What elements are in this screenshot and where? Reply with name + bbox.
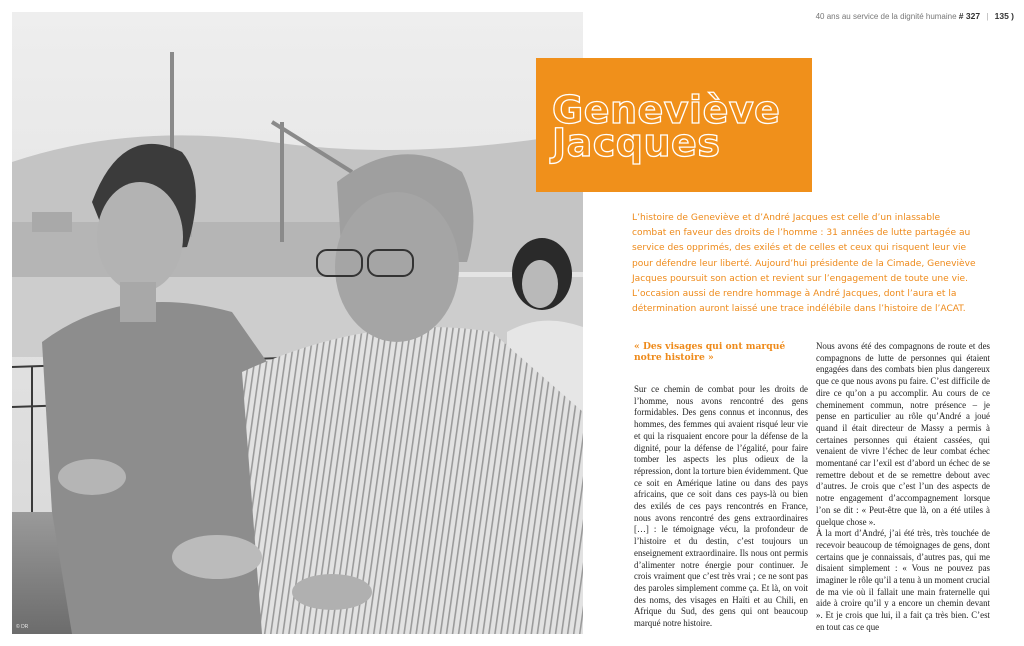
body-paragraph: À la mort d’André, j’ai été très, très touchée de recevoir beaucoup de témoignages de gens, dont certains que je connaissais, d’autres pas, qui me disaient simplement : « Vous ne pouvez pas imaginer le rôle qu’il a tenu à un moment crucial de ma vie où il fallait une main fraternelle qui aide à croire qu’il y a encore un chemin devant ». Et je crois que lui, il a fait ça très bien. C’est en tout cas ce que [816,528,990,632]
body-paragraph: Sur ce chemin de combat pour les droits de l’homme, nous avons rencontré des gens formidables. Des gens connus et inconnus, des hommes, des femmes qui avaient risqué leur vie et qui la risquaient encore pour la défense de la dignité, pour la défense de l’égalité, pour faire tomber les aspects les plus odieux de la répression, dont la torture bien évidemment. Que ce soit en Amérique latine ou dans des pays africains, que ce soit dans ces pays-là ou bien des exilés de ces pays rencontrés en France, nous avons rencontré des gens extraordinaires […] : le témoignage vécu, la profondeur de l’histoire et du destin, c’est toujours un enseignement extraordinaire. Ils nous ont permis d’alimenter notre énergie pour continuer. Je crois vraiment que c’est très vrai ; ce ne sont pas des paroles simplement comme ça. Et là, on voit des noms, des visages en Haïti et au Chili, en Afrique du Sud, des gens qui ont beaucoup marqué notre histoire. [634,384,808,629]
running-header-issue: # 327 [958,11,981,21]
title-first-name: Geneviève [552,88,781,132]
title-block [536,58,812,192]
running-header-page-number: 135 ) [994,11,1014,21]
intro-paragraph: L’histoire de Geneviève et d’André Jacques est celle d’un inlassable combat en faveur des droits de l’homme : 31 années de lutte partagée au service des opprimés, des exilés et de celles et ceux qui risquent leur vie pour défendre leur liberté. Aujourd’hui présidente de la Cimade, Geneviève Jacques poursuit son action et revient sur l’engagement de toute une vie. L’occasion aussi de rendre hommage à André Jacques, dont l’aura et la détermination auront laissé une trace indélébile dans l’histoire de l’ACAT. [632,213,976,315]
article-title [552,88,781,165]
body-paragraph: Nous avons été des compagnons de route et des compagnons de lutte de personnes qui étaient engagées dans des combats bien plus dangereux que ce que nous avons pu faire. C’est difficile de dire ce qu’on a pu accomplir. Au cours de ce cheminement commun, notre présence – je pense en particulier au rôle qu’André a joué quand il était directeur de Massy a permis à certaines personnes qui étaient cassées, qui venaient de vivre l’échec de leur combat échec momentané car l’exil est d’abord un échec de se remettre debout et de se remettre debout avec d’autres. Je crois que c’est l’un des aspects de notre engagement d’accompagnement lorsque l’on se dit : « Peut-être que là, on a été utiles à quelque chose ». [816,341,990,527]
running-header [816,11,1014,21]
section-subheading: « Des visages qui ont marqué notre histoire » [634,341,786,363]
running-header-separator: | [986,12,989,21]
article-column-right [816,341,990,634]
photo-illustration [12,12,583,634]
portrait-photo [12,12,583,634]
photo-credit: © DR [16,624,29,630]
article-column-left [634,341,808,630]
running-header-tagline: 40 ans au service de la dignité humaine [815,12,957,21]
title-last-name: Jacques [552,121,721,165]
